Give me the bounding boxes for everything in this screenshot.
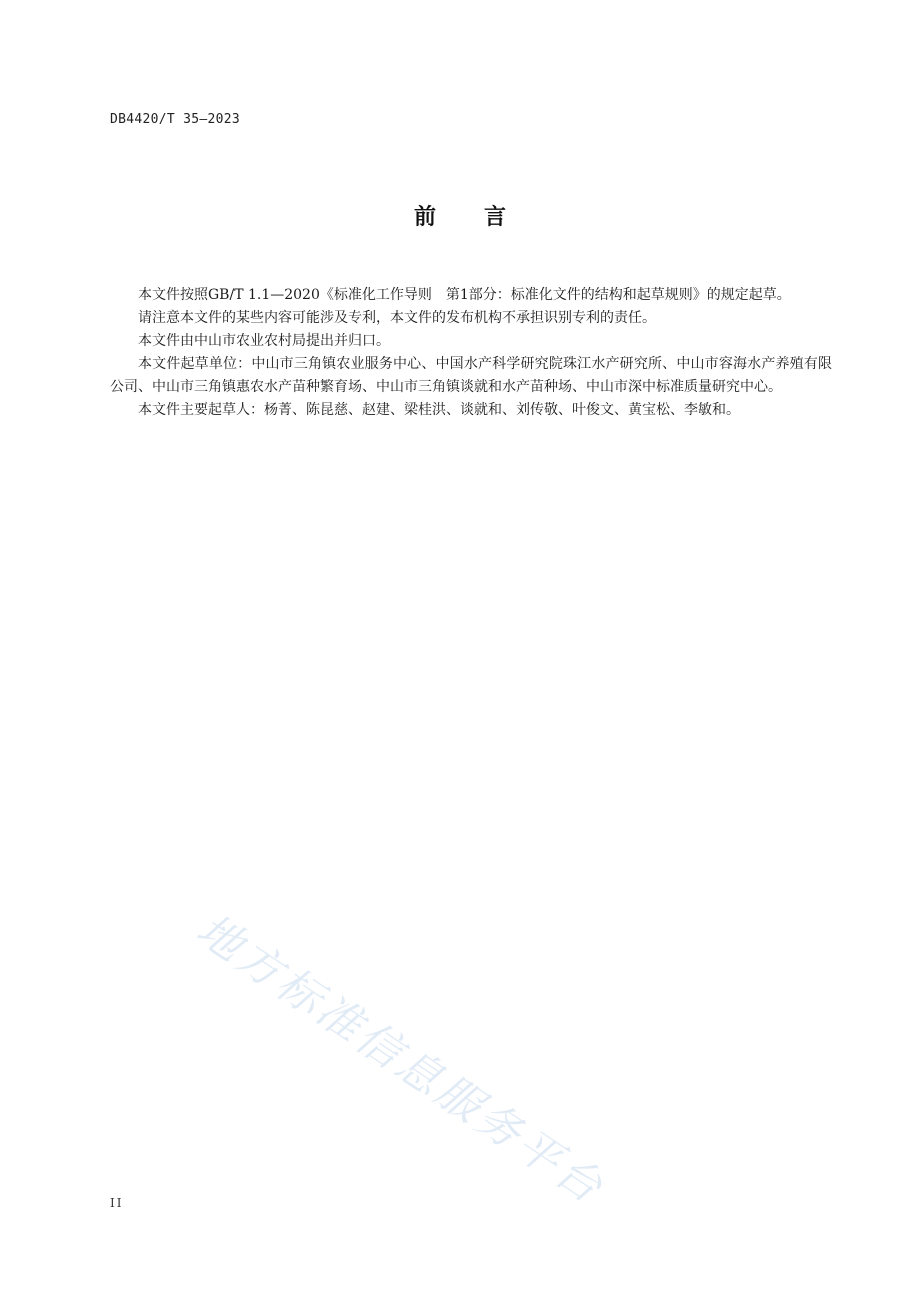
page-number: II (110, 1196, 124, 1210)
paragraph-proposer: 本文件由中山市农业农村局提出并归口。 (138, 333, 390, 349)
watermark: 地方标准信息服务平台 (187, 904, 614, 1215)
preface-body (110, 284, 832, 422)
paragraph-drafting-units: 本文件起草单位：中山市三角镇农业服务中心、中国水产科学研究院珠江水产研究所、中山市容海水产养殖有限公司、中山市三角镇惠农水产苗种繁育场、中山市三角镇谈就和水产苗种场、中山市深中标准质量研究中心。 (110, 356, 832, 395)
document-code: DB4420/T 35—2023 (110, 112, 241, 127)
page-title: 前言 (413, 205, 554, 230)
paragraph-drafting-rules: 本文件按照GB/T 1.1—2020《标准化工作导则 第1部分：标准化文件的结构和起草规则》的规定起草。 (138, 287, 791, 303)
paragraph-patent-notice: 请注意本文件的某些内容可能涉及专利，本文件的发布机构不承担识别专利的责任。 (138, 310, 656, 326)
paragraph-drafters: 本文件主要起草人：杨菁、陈昆慈、赵建、梁桂洪、谈就和、刘传敬、叶俊文、黄宝松、李敏和。 (138, 402, 740, 418)
